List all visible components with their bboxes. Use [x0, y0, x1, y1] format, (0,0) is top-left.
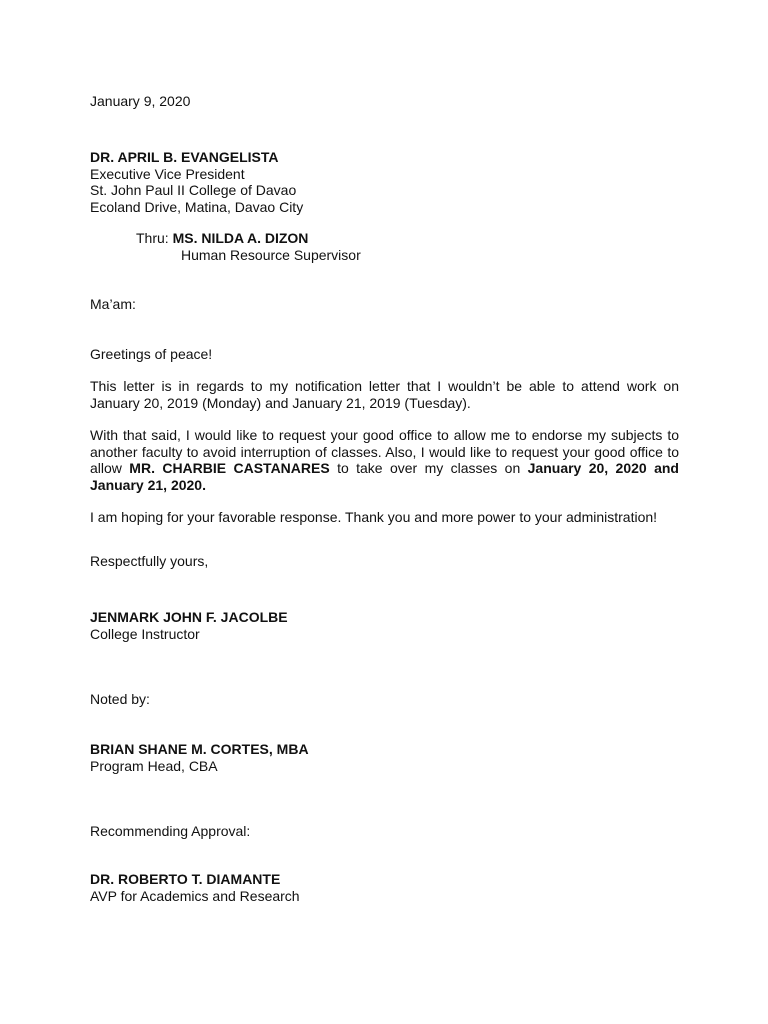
recommending-title: AVP for Academics and Research: [90, 887, 300, 904]
noted-title: Program Head, CBA: [90, 757, 218, 774]
recipient-title: Executive Vice President: [90, 165, 245, 182]
thru-line: [136, 230, 308, 247]
noted-label: Noted by:: [90, 691, 150, 707]
paragraph-1: This letter is in regards to my notification letter that I wouldn’t be able to attend work on January 20, 2019 (Monday) and January 21, 2019 (Tuesday).: [90, 378, 679, 411]
substitute-dates: January 20, 2020 and January 21, 2020.: [90, 460, 679, 493]
thru-prefix: Thru:: [136, 230, 169, 246]
sender-name: JENMARK JOHN F. JACOLBE: [90, 609, 288, 625]
thru-name: MS. NILDA A. DIZON: [172, 230, 309, 246]
recipient-institution: St. John Paul II College of Davao: [90, 182, 297, 198]
paragraph-2-part-2: to take over my classes on: [329, 460, 528, 476]
closing: Respectfully yours,: [90, 553, 209, 569]
recipient-name: DR. APRIL B. EVANGELISTA: [90, 149, 279, 165]
recommending-name: DR. ROBERTO T. DIAMANTE: [90, 871, 281, 887]
sender-title: College Instructor: [90, 625, 200, 642]
recommending-label: Recommending Approval:: [90, 823, 251, 839]
noted-name: BRIAN SHANE M. CORTES, MBA: [90, 741, 309, 757]
paragraph-3: I am hoping for your favorable response. Thank you and more power to your administration!: [90, 509, 658, 525]
letter-date: January 9, 2020: [90, 93, 191, 109]
recipient-address: Ecoland Drive, Matina, Davao City: [90, 198, 304, 215]
recommending-block: [90, 871, 679, 904]
recipient-block: [90, 149, 679, 215]
sender-block: [90, 609, 679, 642]
paragraph-2-part-1: With that said, I would like to request your good office to allow me to endorse my subjects to another faculty to avoid interruption of classes. Also, I would like to request your good office to allow: [90, 427, 679, 476]
salutation: Ma’am:: [90, 296, 136, 312]
substitute-name: MR. CHARBIE CASTANARES: [129, 460, 330, 476]
paragraph-2: [90, 427, 679, 493]
thru-title: Human Resource Supervisor: [181, 247, 361, 263]
noted-block: [90, 741, 679, 774]
greeting: Greetings of peace!: [90, 346, 213, 362]
